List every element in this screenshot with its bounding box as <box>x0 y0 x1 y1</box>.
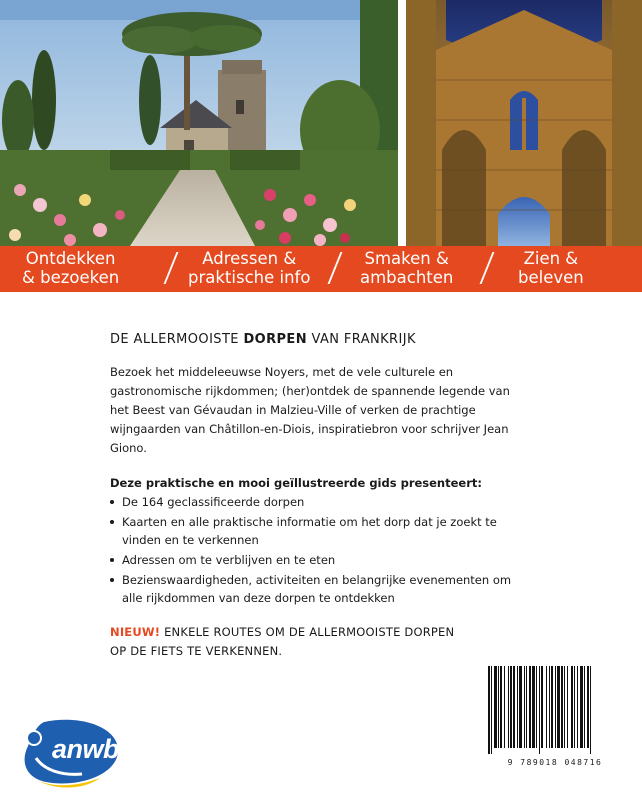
barcode-bar <box>539 666 540 754</box>
barcode-bar <box>508 666 509 748</box>
isbn-barcode <box>480 662 630 772</box>
page-title <box>110 332 530 347</box>
photo-divider <box>398 0 406 246</box>
barcode-bar <box>557 666 560 748</box>
banner-line: Smaken & <box>364 249 449 268</box>
banner-item-zien <box>518 249 584 287</box>
barcode-bar <box>567 666 568 748</box>
title-bold: DORPEN <box>243 332 307 347</box>
barcode-bar <box>524 666 525 748</box>
banner-item-ontdekken <box>22 249 119 287</box>
barcode-bar <box>580 666 583 748</box>
features-list <box>110 493 530 607</box>
new-text: ENKELE ROUTES OM DE ALLERMOOISTE DORPEN OP DE FIETS TE VERKENNEN. <box>110 625 455 658</box>
list-item: De 164 geclassificeerde dorpen <box>110 493 530 511</box>
barcode-bar <box>532 666 535 748</box>
barcode-bar <box>498 666 499 748</box>
new-label: NIEUW! <box>110 625 161 639</box>
barcode-bar <box>546 666 547 748</box>
barcode-bar <box>551 666 553 748</box>
barcode-bar <box>587 666 589 748</box>
banner-line: Zien & <box>523 249 579 268</box>
barcode-bar <box>590 666 591 754</box>
barcode-bar <box>536 666 537 748</box>
banner-line: Adressen & <box>202 249 297 268</box>
banner-item-adressen <box>188 249 310 287</box>
barcode-bar <box>488 666 490 754</box>
new-feature-note <box>110 623 470 661</box>
barcode-bar <box>526 666 527 748</box>
barcode-bar <box>555 666 556 748</box>
list-item: Kaarten en alle praktische informatie om het dorp dat je zoekt te vinden en te verkennen <box>110 513 530 549</box>
banner-line: ambachten <box>360 268 454 287</box>
features-title: Deze praktische en mooi geïllustreerde gids presenteert: <box>110 476 482 490</box>
intro-paragraph: Bezoek het middeleeuwse Noyers, met de vele culturele en gastronomische rijkdommen; (her)ontdek de spannende legende van het Beest van Gévaudan in Malzieu-Ville of verken de prachtige wijngaarden van Châtillon-en-Diois, inspiratiebron voor schrijver Jean Giono. <box>110 365 510 455</box>
isbn-number: 9 789018 048716 <box>507 758 603 767</box>
barcode-bar <box>510 666 512 748</box>
banner-separator <box>480 252 495 284</box>
title-part: DE ALLERMOOISTE <box>110 332 244 347</box>
title-part: VAN FRANKRIJK <box>306 332 416 347</box>
list-item: Adressen om te verblijven en te eten <box>110 551 530 569</box>
barcode-bar <box>519 666 522 748</box>
barcode-bar <box>491 666 492 754</box>
barcode-bar <box>513 666 515 748</box>
barcode-bar <box>529 666 531 748</box>
banner-line: beleven <box>518 268 584 287</box>
banner-line: & bezoeken <box>22 268 120 287</box>
barcode-bar <box>564 666 565 748</box>
banner-item-smaken <box>360 249 453 287</box>
banner-separator <box>164 252 179 284</box>
banner-separator <box>328 252 343 284</box>
anwb-logo <box>22 718 122 790</box>
category-banner <box>0 246 642 292</box>
barcode-bars <box>480 662 630 758</box>
barcode-bar <box>571 666 573 748</box>
cover-photos <box>0 0 642 246</box>
barcode-bar <box>504 666 505 748</box>
barcode-bar <box>549 666 550 748</box>
barcode-bar <box>541 666 543 748</box>
banner-line: Ontdekken <box>25 249 116 268</box>
list-item: Bezienswaardigheden, activiteiten en belangrijke evenementen om alle rijkdommen van deze dorpen te ontdekken <box>110 571 530 607</box>
anwb-logo-text: anwb <box>52 734 120 764</box>
abbey-ruins-photo <box>406 0 642 246</box>
garden-village-photo <box>0 0 398 246</box>
banner-line: praktische info <box>188 268 311 287</box>
back-cover-text <box>110 332 530 661</box>
barcode-bar <box>561 666 563 748</box>
barcode-bar <box>584 666 585 748</box>
barcode-bar <box>517 666 518 748</box>
barcode-bar <box>574 666 575 748</box>
barcode-bar <box>494 666 497 748</box>
barcode-bar <box>577 666 578 748</box>
barcode-bar <box>500 666 502 748</box>
